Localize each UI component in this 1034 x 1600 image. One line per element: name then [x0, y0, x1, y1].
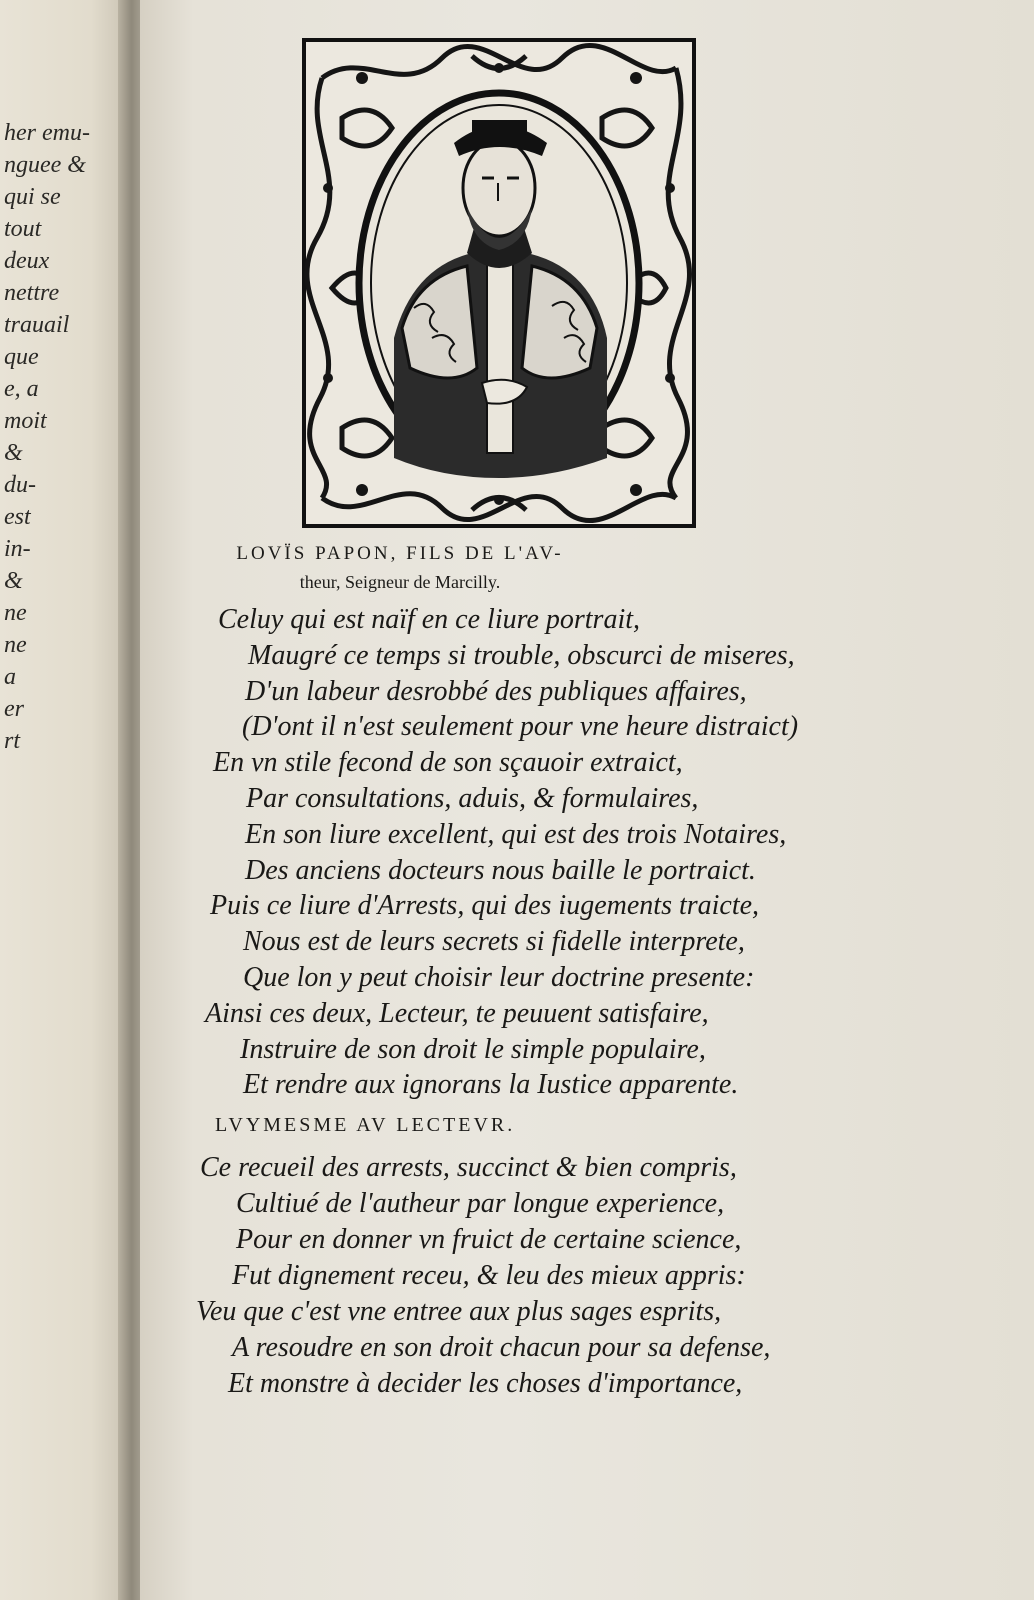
facing-page-fragment: deux [4, 248, 50, 274]
verse-line: (D'ont il n'est seulement pour vne heure distraict) [242, 711, 799, 743]
verse-line: En son liure excellent, qui est des trois Notaires, [245, 818, 787, 850]
verse-line: Et monstre à decider les choses d'importance, [228, 1368, 743, 1399]
facing-page-fragment: qui se [4, 184, 61, 210]
facing-page-fragment: ne [4, 632, 27, 658]
facing-page-fragment: du- [4, 472, 36, 498]
verse-line: Que lon y peut choisir leur doctrine presente: [243, 962, 755, 993]
portrait-caption-title: LOVÏS PAPON, FILS DE L'AV- [236, 543, 564, 564]
verse-line: En vn stile fecond de son sçauoir extraict, [213, 747, 683, 779]
portrait-caption-subtitle: theur, Seigneur de Marcilly. [299, 572, 501, 592]
verse-line: A resoudre en son droit chacun pour sa defense, [232, 1332, 771, 1363]
verse-line: Par consultations, aduis, & formulaires, [246, 783, 699, 814]
facing-page-fragment: rt [4, 728, 21, 754]
facing-page-fragment: trauail [4, 312, 70, 338]
facing-page-fragment: her emu- [4, 120, 90, 146]
facing-page-fragment: & [4, 568, 23, 594]
facing-page [0, 0, 130, 1600]
facing-page-fragment: que [4, 344, 39, 370]
verse-line: D'un labeur desrobbé des publiques affaires, [245, 675, 747, 707]
portrait-engraving-icon [302, 38, 696, 528]
facing-page-fragment: in- [4, 536, 31, 562]
facing-page-fragment: nguee & [4, 152, 86, 178]
verse-line: Ce recueil des arrests, succinct & bien compris, [200, 1152, 737, 1183]
verse-line: Et rendre aux ignorans la Iustice apparente. [243, 1069, 739, 1101]
facing-page-fragment: tout [4, 216, 42, 242]
facing-page-fragment: ne [4, 600, 27, 626]
show-through-text [864, 380, 1024, 1380]
verse-line: Celuy qui est naïf en ce liure portrait, [218, 604, 641, 635]
verse-line: Maugré ce temps si trouble, obscurci de miseres, [248, 639, 795, 671]
facing-page-fragment: est [4, 504, 31, 530]
verse-line: Des anciens docteurs nous baille le portraict. [245, 854, 756, 886]
facing-page-fragment: moit [4, 408, 47, 434]
verse-line: Nous est de leurs secrets si fidelle interprete, [243, 926, 745, 958]
facing-page-fragment: a [4, 664, 16, 690]
facing-page-fragment: nettre [4, 280, 60, 306]
verse-line: Pour en donner vn fruict de certaine science, [236, 1224, 742, 1255]
woodcut-portrait [302, 38, 696, 528]
verse-line: Ainsi ces deux, Lecteur, te peuuent satisfaire, [205, 997, 709, 1029]
verse-line: Fut dignement receu, & leu des mieux appris: [232, 1260, 746, 1291]
verse-line: Instruire de son droit le simple populaire, [240, 1033, 706, 1065]
section-heading: LVYMESME AV LECTEVR. [215, 1114, 516, 1136]
facing-page-fragment: & [4, 440, 23, 466]
verse-line: Veu que c'est vne entree aux plus sages esprits, [196, 1296, 722, 1327]
verse-line: Cultiué de l'autheur par longue experience, [236, 1188, 725, 1219]
facing-page-fragment: er [4, 696, 24, 722]
verse-line: Puis ce liure d'Arrests, qui des iugements traicte, [210, 890, 760, 922]
facing-page-fragment: e, a [4, 376, 39, 402]
